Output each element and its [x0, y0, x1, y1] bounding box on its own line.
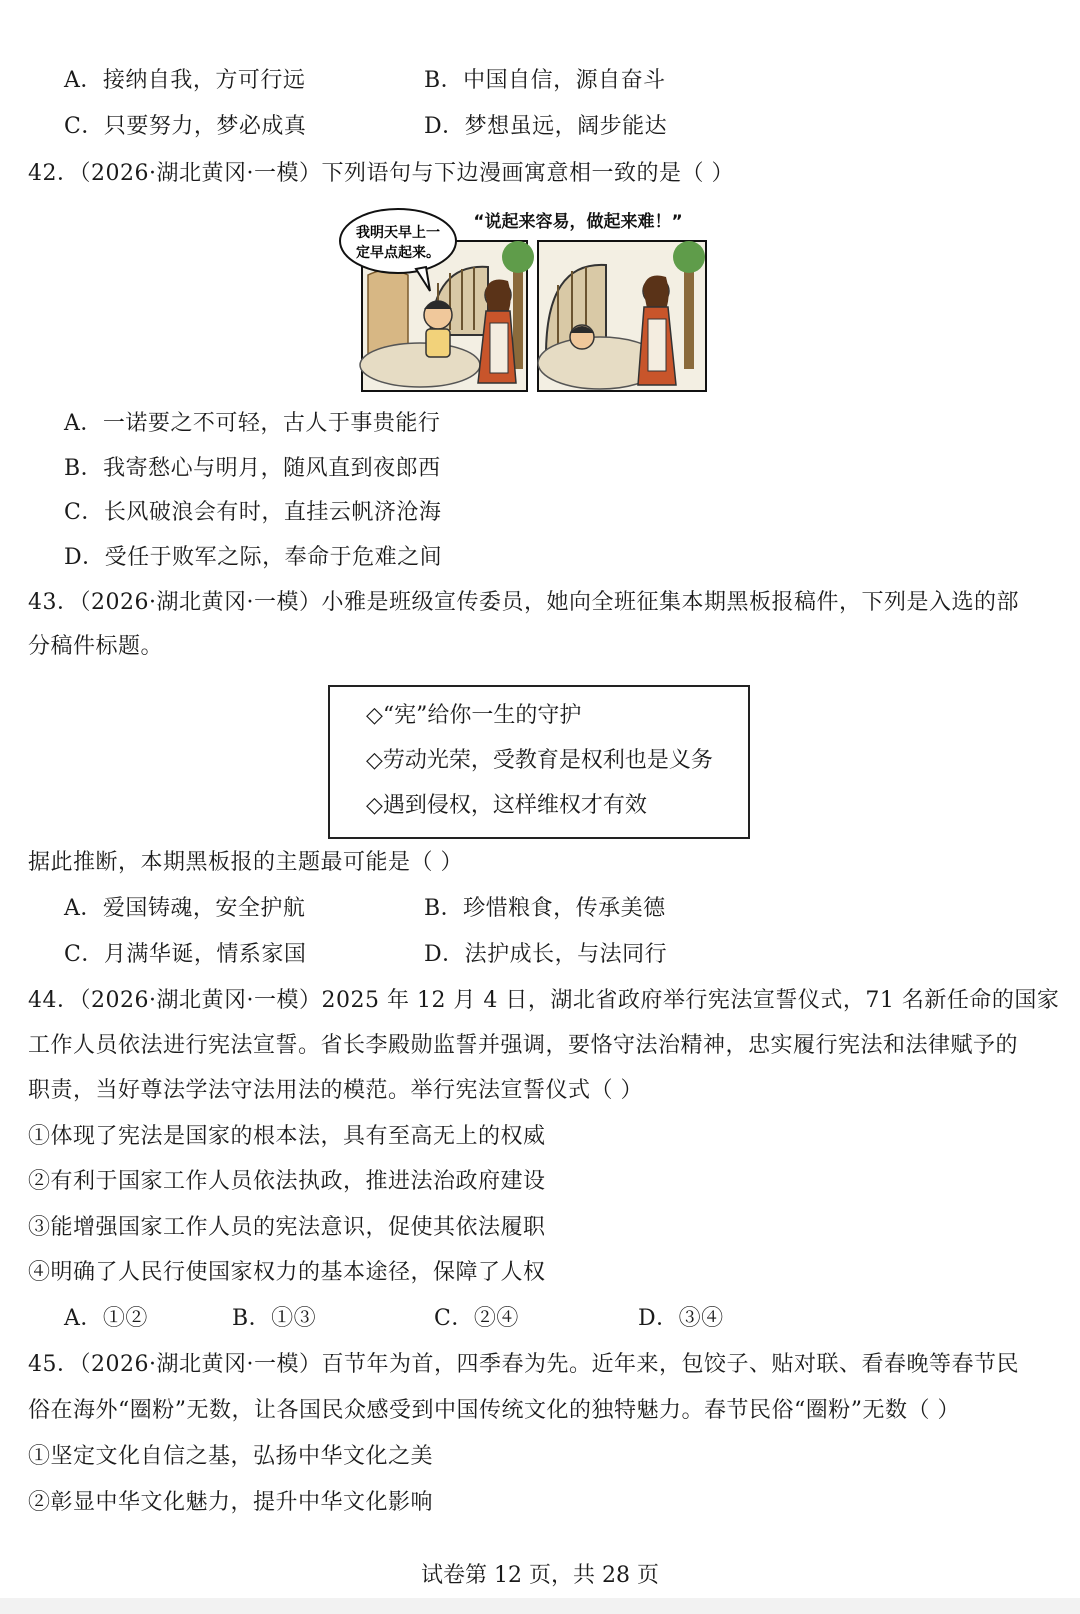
q42-stem: 42．（2026·湖北黄冈·一模）下列语句与下边漫画寓意相一致的是（ ） — [28, 161, 734, 186]
q45-stem-line2: 俗在海外“圈粉”无数，让各国民众感受到中国传统文化的独特魅力。春节民俗“圈粉”无数（ ） — [28, 1398, 960, 1423]
q44-stem-line2: 工作人员依法进行宪法宣誓。省长李殿勋监誓并强调，要恪守法治精神，忠实履行宪法和法律赋予的 — [28, 1033, 1019, 1058]
q41-option-d: D．梦想虽远，阔步能达 — [424, 114, 668, 139]
q44-statement-2: ②有利于国家工作人员依法执政，推进法治政府建设 — [28, 1169, 546, 1194]
q43-title-1: ◇“宪”给你一生的守护 — [366, 703, 582, 728]
speech-bubble-line1: 我明天早上一 — [356, 225, 440, 241]
q42-option-c: C．长风破浪会有时，直挂云帆济沧海 — [64, 500, 442, 525]
q43-option-a: A．爱国铸魂，安全护航 — [64, 896, 306, 921]
page-footer: 试卷第 12 页，共 28 页 — [421, 1563, 659, 1588]
q41-option-b: B．中国自信，源自奋斗 — [424, 68, 666, 93]
q44-option-c: C．②④ — [434, 1306, 519, 1331]
q44-statement-1: ①体现了宪法是国家的根本法，具有至高无上的权威 — [28, 1124, 546, 1149]
q43-stem-line1: 43．（2026·湖北黄冈·一模）小雅是班级宣传委员，她向全班征集本期黑板报稿件，下列是入选的部 — [28, 590, 1019, 615]
q45-statement-2: ②彰显中华文化魅力，提升中华文化影响 — [28, 1490, 434, 1515]
q44-statement-4: ④明确了人民行使国家权力的基本途径，保障了人权 — [28, 1260, 546, 1285]
q43-option-c: C．月满华诞，情系家国 — [64, 942, 307, 967]
q41-option-a: A．接纳自我，方可行远 — [64, 68, 306, 93]
q44-stem-line3: 职责，当好尊法学法守法用法的模范。举行宪法宣誓仪式（ ） — [28, 1078, 643, 1103]
q43-stem-line2: 分稿件标题。 — [28, 634, 164, 659]
q43-option-b: B．珍惜粮食，传承美德 — [424, 896, 666, 921]
q41-option-c: C．只要努力，梦必成真 — [64, 114, 307, 139]
q44-option-d: D．③④ — [638, 1306, 724, 1331]
cartoon-caption: “说起来容易，做起来难！” — [473, 212, 683, 232]
q45-statement-1: ①坚定文化自信之基，弘扬中华文化之美 — [28, 1444, 434, 1469]
q44-option-a: A．①② — [64, 1306, 148, 1331]
q45-stem-line1: 45．（2026·湖北黄冈·一模）百节年为首，四季春为先。近年来，包饺子、贴对联、看春晚等春节民 — [28, 1352, 1019, 1377]
page-bottom-edge — [0, 1598, 1080, 1614]
q43-question: 据此推断，本期黑板报的主题最可能是（ ） — [28, 850, 463, 875]
q42-option-a: A．一诺要之不可轻，古人于事贵能行 — [64, 411, 441, 436]
q42-option-b: B．我寄愁心与明月，随风直到夜郎西 — [64, 456, 441, 481]
cartoon-illustration — [338, 205, 723, 395]
q44-statement-3: ③能增强国家工作人员的宪法意识，促使其依法履职 — [28, 1215, 546, 1240]
q43-title-2: ◇劳动光荣，受教育是权利也是义务 — [366, 748, 713, 773]
q44-option-b: B．①③ — [232, 1306, 317, 1331]
q43-titles-box — [328, 685, 750, 839]
q43-title-3: ◇遇到侵权，这样维权才有效 — [366, 793, 647, 818]
speech-bubble-line2: 定早点起来。 — [356, 245, 440, 261]
q42-cartoon — [338, 205, 723, 395]
speech-bubble — [340, 209, 456, 273]
q43-option-d: D．法护成长，与法同行 — [424, 942, 668, 967]
q42-option-d: D．受任于败军之际，奉命于危难之间 — [64, 545, 443, 570]
q44-stem-line1: 44．（2026·湖北黄冈·一模）2025 年 12 月 4 日，湖北省政府举行宪法宣誓仪式，71 名新任命的国家 — [28, 988, 1060, 1013]
